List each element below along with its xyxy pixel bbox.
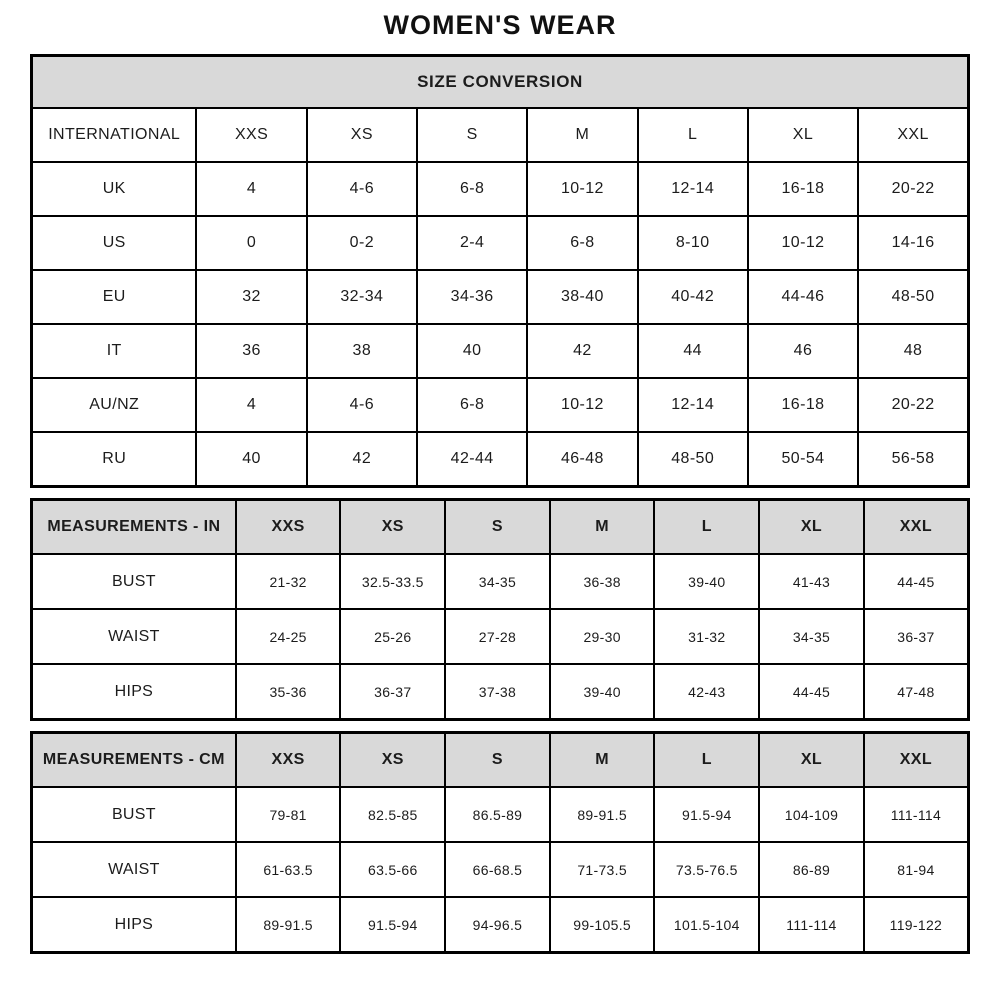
- column-header-xxl: XXL: [864, 733, 969, 788]
- table-header-band: [32, 56, 969, 109]
- table-cell: 36: [196, 324, 306, 378]
- column-header-l: L: [654, 733, 759, 788]
- measurements-cm-table: [30, 731, 970, 954]
- table-cell: 82.5-85: [340, 787, 445, 842]
- table-cell: 0: [196, 216, 306, 270]
- column-header-international: INTERNATIONAL: [32, 108, 197, 162]
- column-header-xs: XS: [340, 733, 445, 788]
- table-cell: 37-38: [445, 664, 550, 720]
- row-label-waist: WAIST: [32, 609, 236, 664]
- column-header-s: S: [417, 108, 527, 162]
- table-cell: 41-43: [759, 554, 864, 609]
- table-cell: 91.5-94: [340, 897, 445, 953]
- column-header-xxs: XXS: [236, 733, 341, 788]
- table-cell: 42-44: [417, 432, 527, 487]
- table-cell: 25-26: [340, 609, 445, 664]
- row-label-hips: HIPS: [32, 897, 236, 953]
- table-cell: 20-22: [858, 162, 968, 216]
- table-cell: 27-28: [445, 609, 550, 664]
- column-header-xl: XL: [748, 108, 858, 162]
- table-row: [32, 324, 969, 378]
- table-cell: 42: [307, 432, 417, 487]
- measurements-in-table: [30, 498, 970, 721]
- table-cell: 111-114: [864, 787, 969, 842]
- table-cell: 71-73.5: [550, 842, 655, 897]
- table-cell: 44-45: [864, 554, 969, 609]
- size-conversion-title: SIZE CONVERSION: [32, 56, 969, 109]
- table-cell: 10-12: [527, 162, 637, 216]
- column-header-xxl: XXL: [864, 500, 969, 555]
- table-cell: 46-48: [527, 432, 637, 487]
- table-cell: 86.5-89: [445, 787, 550, 842]
- table-cell: 46: [748, 324, 858, 378]
- table-cell: 40-42: [638, 270, 748, 324]
- table-cell: 34-36: [417, 270, 527, 324]
- table-cell: 24-25: [236, 609, 341, 664]
- row-label-it: IT: [32, 324, 197, 378]
- table-cell: 29-30: [550, 609, 655, 664]
- row-label-aunz: AU/NZ: [32, 378, 197, 432]
- table-cell: 81-94: [864, 842, 969, 897]
- table-cell: 44-46: [748, 270, 858, 324]
- table-cell: 32: [196, 270, 306, 324]
- column-header-xs: XS: [307, 108, 417, 162]
- table-cell: 4: [196, 162, 306, 216]
- table-cell: 40: [196, 432, 306, 487]
- table-cell: 36-37: [864, 609, 969, 664]
- table-cell: 99-105.5: [550, 897, 655, 953]
- table-cell: 111-114: [759, 897, 864, 953]
- table-cell: 42-43: [654, 664, 759, 720]
- table-cell: 101.5-104: [654, 897, 759, 953]
- row-label-hips: HIPS: [32, 664, 236, 720]
- table-cell: 89-91.5: [550, 787, 655, 842]
- table-row: [32, 216, 969, 270]
- table-row: [32, 664, 969, 720]
- column-header-l: L: [654, 500, 759, 555]
- table-cell: 10-12: [748, 216, 858, 270]
- table-cell: 6-8: [417, 378, 527, 432]
- table-cell: 86-89: [759, 842, 864, 897]
- table-cell: 21-32: [236, 554, 341, 609]
- table-cell: 32.5-33.5: [340, 554, 445, 609]
- table-cell: 6-8: [417, 162, 527, 216]
- table-cell: 32-34: [307, 270, 417, 324]
- table-cell: 6-8: [527, 216, 637, 270]
- table-cell: 91.5-94: [654, 787, 759, 842]
- table-row: [32, 609, 969, 664]
- column-header-s: S: [445, 733, 550, 788]
- size-conversion-table: [30, 54, 970, 488]
- column-header-l: L: [638, 108, 748, 162]
- column-header-m: M: [550, 500, 655, 555]
- table-cell: 48-50: [858, 270, 968, 324]
- table-row: [32, 787, 969, 842]
- table-cell: 34-35: [445, 554, 550, 609]
- table-cell: 14-16: [858, 216, 968, 270]
- table-cell: 4: [196, 378, 306, 432]
- table-cell: 48: [858, 324, 968, 378]
- column-header-xl: XL: [759, 733, 864, 788]
- table-cell: 56-58: [858, 432, 968, 487]
- table-cell: 16-18: [748, 162, 858, 216]
- table-cell: 10-12: [527, 378, 637, 432]
- table-cell: 2-4: [417, 216, 527, 270]
- row-label-waist: WAIST: [32, 842, 236, 897]
- table-cell: 42: [527, 324, 637, 378]
- table-cell: 0-2: [307, 216, 417, 270]
- table-cell: 39-40: [550, 664, 655, 720]
- column-header-s: S: [445, 500, 550, 555]
- column-header-xxs: XXS: [236, 500, 341, 555]
- column-header-row: [32, 108, 969, 162]
- row-label-us: US: [32, 216, 197, 270]
- table-cell: 94-96.5: [445, 897, 550, 953]
- table-cell: 8-10: [638, 216, 748, 270]
- table-cell: 38: [307, 324, 417, 378]
- table-cell: 36-38: [550, 554, 655, 609]
- table-cell: 79-81: [236, 787, 341, 842]
- table-cell: 38-40: [527, 270, 637, 324]
- table-row: [32, 897, 969, 953]
- table-cell: 61-63.5: [236, 842, 341, 897]
- table-cell: 119-122: [864, 897, 969, 953]
- table-cell: 66-68.5: [445, 842, 550, 897]
- table-row: [32, 432, 969, 487]
- row-label-uk: UK: [32, 162, 197, 216]
- column-header-xl: XL: [759, 500, 864, 555]
- measurements-in-title: MEASUREMENTS - IN: [32, 500, 236, 555]
- table-cell: 89-91.5: [236, 897, 341, 953]
- table-cell: 35-36: [236, 664, 341, 720]
- measurements-cm-title: MEASUREMENTS - CM: [32, 733, 236, 788]
- table-cell: 39-40: [654, 554, 759, 609]
- table-cell: 20-22: [858, 378, 968, 432]
- table-cell: 50-54: [748, 432, 858, 487]
- table-row: [32, 842, 969, 897]
- row-label-bust: BUST: [32, 554, 236, 609]
- table-cell: 44-45: [759, 664, 864, 720]
- table-cell: 31-32: [654, 609, 759, 664]
- table-cell: 4-6: [307, 378, 417, 432]
- column-header-m: M: [527, 108, 637, 162]
- column-header-row: [32, 733, 969, 788]
- table-cell: 12-14: [638, 162, 748, 216]
- table-cell: 34-35: [759, 609, 864, 664]
- page-title: WOMEN'S WEAR: [383, 10, 617, 40]
- table-cell: 12-14: [638, 378, 748, 432]
- table-cell: 47-48: [864, 664, 969, 720]
- column-header-xs: XS: [340, 500, 445, 555]
- table-cell: 63.5-66: [340, 842, 445, 897]
- table-cell: 40: [417, 324, 527, 378]
- column-header-m: M: [550, 733, 655, 788]
- size-guide-page: [30, 0, 970, 954]
- table-cell: 44: [638, 324, 748, 378]
- table-row: [32, 554, 969, 609]
- table-row: [32, 378, 969, 432]
- table-cell: 104-109: [759, 787, 864, 842]
- row-label-bust: BUST: [32, 787, 236, 842]
- column-header-xxl: XXL: [858, 108, 968, 162]
- table-cell: 36-37: [340, 664, 445, 720]
- table-row: [32, 270, 969, 324]
- table-cell: 4-6: [307, 162, 417, 216]
- row-label-ru: RU: [32, 432, 197, 487]
- table-row: [32, 162, 969, 216]
- row-label-eu: EU: [32, 270, 197, 324]
- table-cell: 48-50: [638, 432, 748, 487]
- column-header-xxs: XXS: [196, 108, 306, 162]
- table-cell: 16-18: [748, 378, 858, 432]
- table-cell: 73.5-76.5: [654, 842, 759, 897]
- column-header-row: [32, 500, 969, 555]
